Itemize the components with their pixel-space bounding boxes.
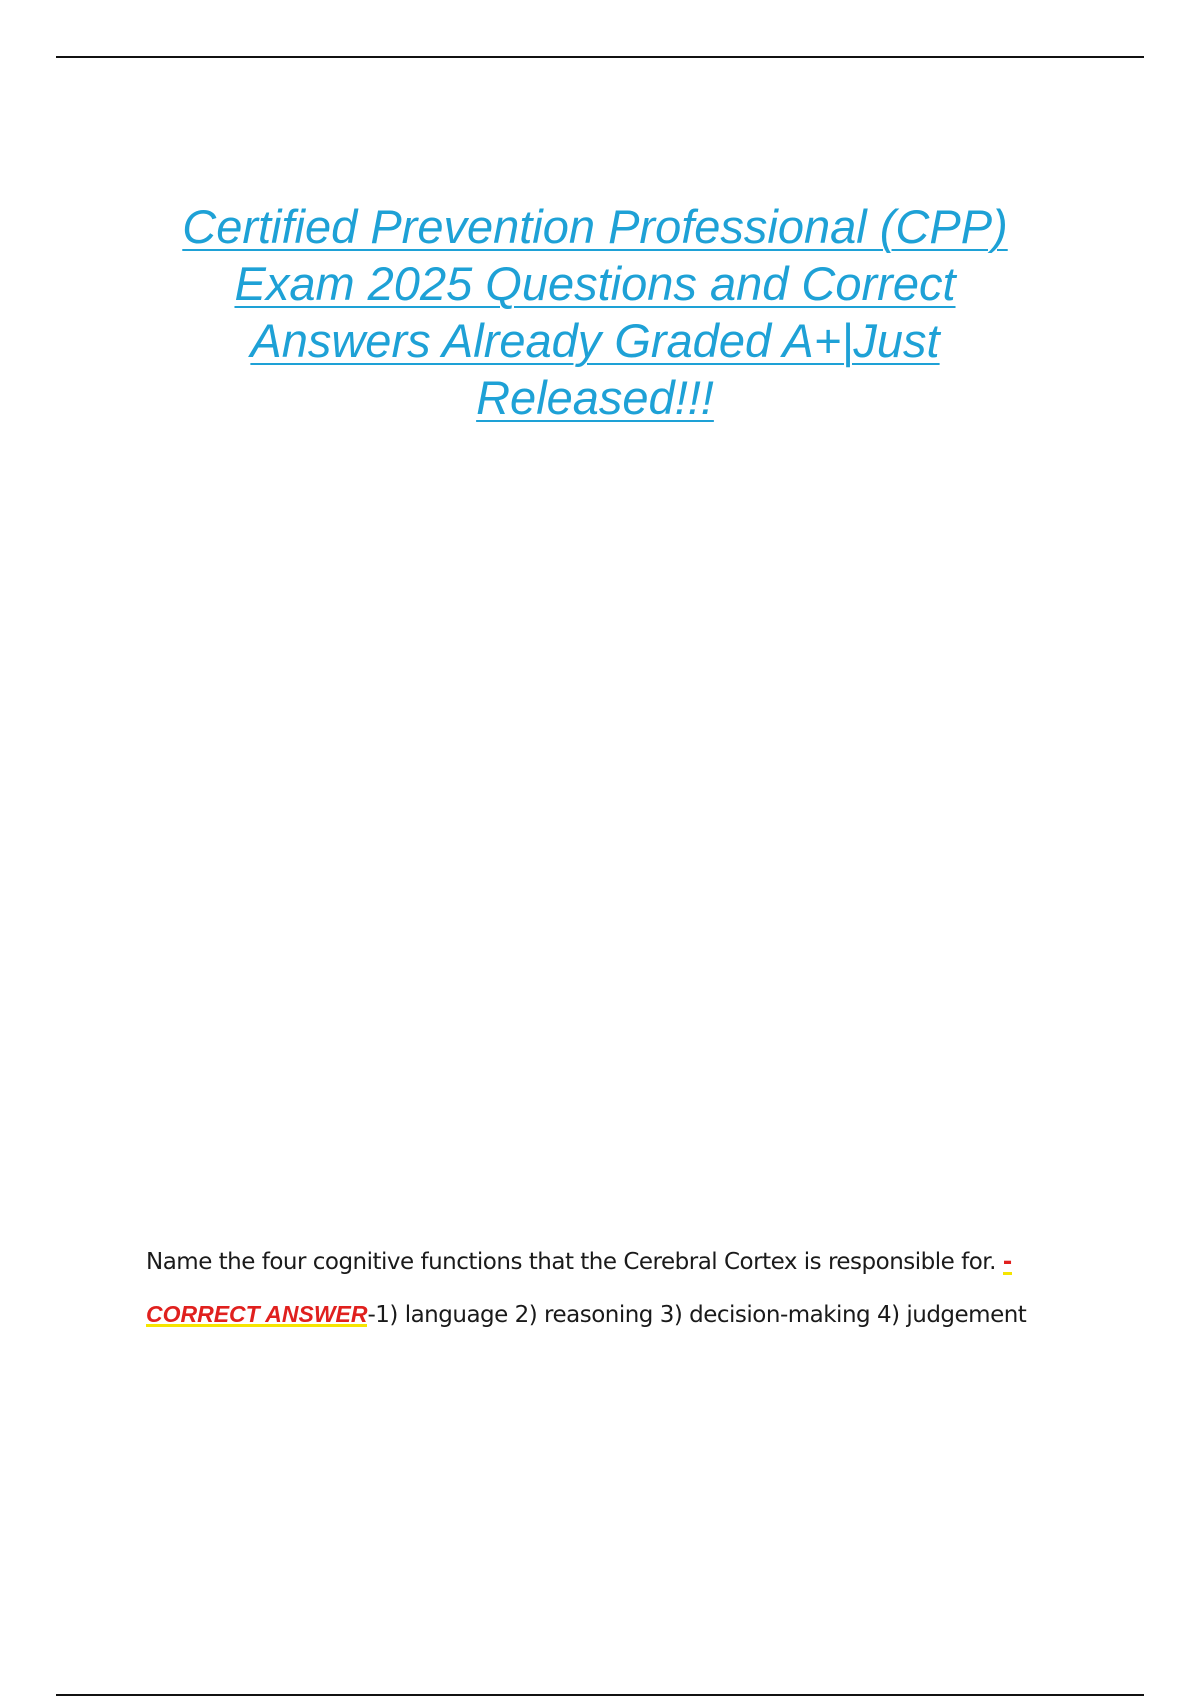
correct-answer-label: CORRECT ANSWER xyxy=(146,1301,368,1327)
document-title xyxy=(140,198,1050,426)
bottom-rule xyxy=(56,1694,1144,1696)
title-line-2: Exam 2025 Questions and Correct xyxy=(234,257,956,310)
title-line-3: Answers Already Graded A+|Just xyxy=(250,314,940,367)
title-line-4: Released!!! xyxy=(476,371,714,424)
top-rule xyxy=(56,56,1144,58)
question-answer-block xyxy=(146,1236,1146,1341)
question-line xyxy=(146,1236,1146,1288)
answer-text: -1) language 2) reasoning 3) decision-making 4) judgement xyxy=(367,1302,1027,1328)
title-line-1: Certified Prevention Professional (CPP) xyxy=(182,200,1008,253)
question-text: Name the four cognitive functions that the Cerebral Cortex is responsible for. xyxy=(146,1249,1003,1275)
answer-dash: - xyxy=(1002,1249,1012,1275)
answer-line xyxy=(146,1288,1146,1341)
